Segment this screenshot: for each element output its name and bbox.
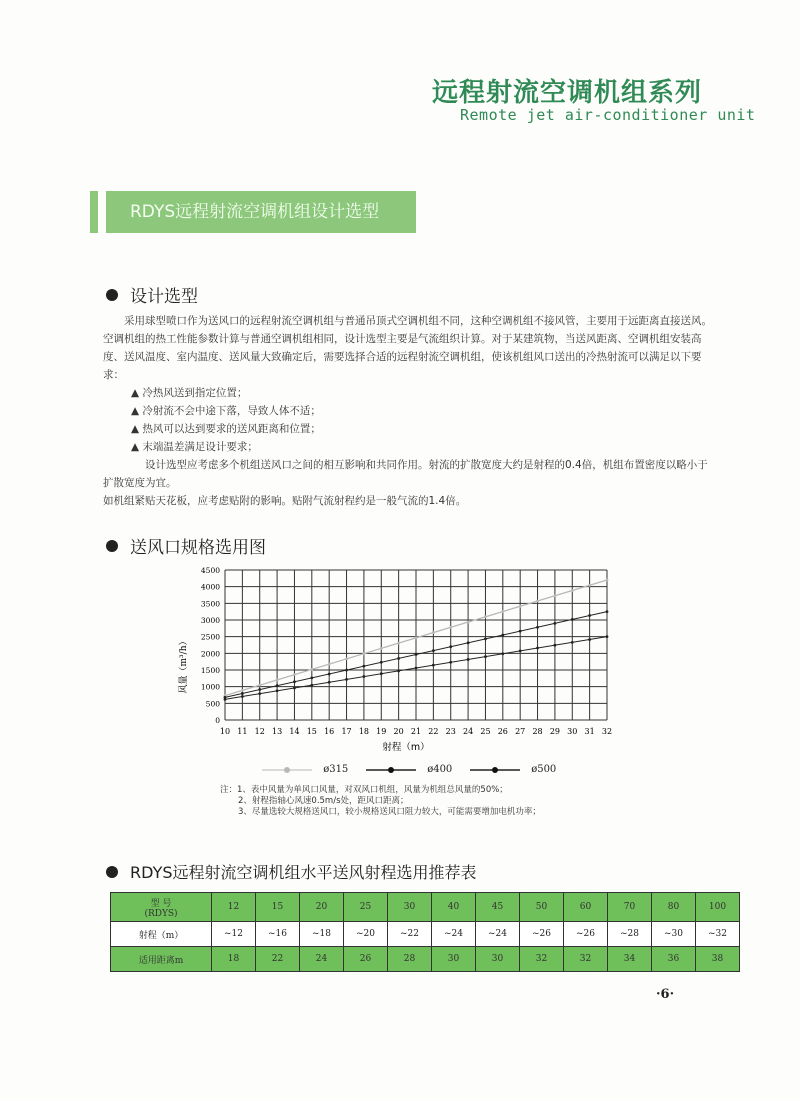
- data-point: [241, 692, 244, 695]
- data-point: [449, 661, 452, 664]
- x-tick-label: 20: [393, 727, 404, 736]
- heading-text: RDYS远程射流空调机组水平送风射程选用推荐表: [130, 863, 477, 882]
- table-cell: ~26: [520, 922, 564, 947]
- data-point: [345, 657, 348, 660]
- data-point: [380, 661, 383, 664]
- data-point: [293, 673, 296, 676]
- table-cell: 24: [300, 947, 344, 972]
- data-point: [415, 667, 418, 670]
- data-point: [397, 642, 400, 645]
- data-point: [536, 647, 539, 650]
- table-cell: 25: [344, 893, 388, 922]
- table-cell: 80: [652, 893, 696, 922]
- layout-paragraph: 设计选型应考虑多个机组送风口之间的相互影响和共同作用。射流的扩散宽度大约是射程的0.4倍，机组布置密度以略小于扩散宽度为宜。: [103, 459, 708, 489]
- table-cell: 70: [608, 893, 652, 922]
- table-cell: ~28: [608, 922, 652, 947]
- data-point: [415, 636, 418, 639]
- table-cell: ~18: [300, 922, 344, 947]
- table-cell: 22: [256, 947, 300, 972]
- section-heading-table: [106, 860, 477, 883]
- data-point: [432, 664, 435, 667]
- x-tick-label: 10: [219, 727, 231, 736]
- table-cell: 45: [476, 893, 520, 922]
- table-cell: 40: [432, 893, 476, 922]
- data-point: [467, 658, 470, 661]
- series-title: 远程射流空调机组系列: [432, 78, 703, 108]
- data-point: [519, 630, 522, 633]
- table-cell: 20: [300, 893, 344, 922]
- data-point: [310, 668, 313, 671]
- y-tick-label: 4000: [200, 582, 220, 592]
- data-point: [345, 669, 348, 672]
- x-tick-label: 26: [497, 727, 508, 736]
- data-point: [501, 634, 504, 637]
- x-tick-label: 18: [358, 727, 370, 736]
- x-tick-label: 21: [410, 727, 422, 736]
- data-point: [276, 689, 279, 692]
- table-cell: 28: [388, 947, 432, 972]
- data-point: [467, 641, 470, 644]
- table-cell: 15: [256, 893, 300, 922]
- data-point: [258, 692, 261, 695]
- x-tick-label: 30: [567, 727, 578, 736]
- x-tick-label: 28: [532, 727, 543, 736]
- table-cell: ~24: [476, 922, 520, 947]
- table-cell: 18: [212, 947, 256, 972]
- data-point: [258, 688, 261, 691]
- data-point: [397, 657, 400, 660]
- table-cell: ~30: [652, 922, 696, 947]
- note-item: 3、尽量选较大规格送风口，较小规格送风口阻力较大，可能需要增加电机功率；: [238, 807, 541, 817]
- y-tick-label: 500: [205, 699, 220, 709]
- data-point: [449, 645, 452, 648]
- data-point: [554, 622, 557, 625]
- data-point: [363, 675, 366, 678]
- legend-label: ø500: [531, 764, 557, 775]
- table-cell: 32: [564, 947, 608, 972]
- banner-accent: [90, 191, 98, 233]
- data-point: [519, 605, 522, 608]
- data-point: [606, 610, 609, 613]
- section-heading-chart: [106, 533, 266, 558]
- table-cell: 30: [388, 893, 432, 922]
- y-tick-label: 3500: [200, 599, 220, 609]
- x-tick-label: 17: [341, 727, 352, 736]
- row-label-distance: 适用距离m: [111, 947, 212, 972]
- table-cell: 32: [520, 947, 564, 972]
- data-point: [554, 644, 557, 647]
- page-number: ·6·: [656, 987, 675, 1002]
- data-point: [345, 678, 348, 681]
- table-cell: ~22: [388, 922, 432, 947]
- x-tick-label: 31: [584, 727, 595, 736]
- table-cell: 100: [696, 893, 740, 922]
- data-point: [536, 600, 539, 603]
- x-tick-label: 29: [549, 727, 561, 736]
- requirement-item: ▲ 冷热风送到指定位置；: [131, 387, 248, 399]
- data-point: [415, 653, 418, 656]
- x-tick-label: 15: [306, 727, 317, 736]
- data-point: [310, 684, 313, 687]
- x-tick-label: 11: [237, 727, 248, 736]
- legend-label: ø400: [427, 764, 453, 775]
- data-point: [241, 689, 244, 692]
- data-point: [432, 631, 435, 634]
- data-point: [501, 652, 504, 655]
- requirement-item: ▲ 冷射流不会中途下落，导致人体不适；: [131, 405, 321, 417]
- section-banner: RDYS远程射流空调机组设计选型: [106, 191, 416, 233]
- y-tick-label: 3000: [200, 616, 220, 625]
- table-cell: 30: [432, 947, 476, 972]
- x-tick-label: 25: [480, 727, 491, 736]
- y-tick-label: 1500: [200, 666, 220, 675]
- data-point: [328, 681, 331, 684]
- table-cell: ~12: [212, 922, 256, 947]
- x-tick-label: 13: [271, 727, 283, 736]
- data-point: [293, 687, 296, 690]
- intro-paragraph: 采用球型喷口作为送风口的远程射流空调机组与普通吊顶式空调机组不同，这种空调机组不接风管，主要用于远距离直接送风。空调机组的热工性能参数计算与普通空调机组相同，设计选型主要是气流组织计算。对于某建筑物，当送风距离、空调机组安装高度、送风温度、室内温度、送风量大致确定后，需要选择合适的远程射流空调机组，使该机组风口送出的冷热射流可以满足以下要求：: [103, 315, 712, 381]
- table-cell: ~26: [564, 922, 608, 947]
- x-tick-label: 32: [601, 727, 613, 736]
- table-row-range: [111, 922, 740, 947]
- table-cell: 60: [564, 893, 608, 922]
- data-point: [588, 638, 591, 641]
- data-point: [310, 676, 313, 679]
- table-cell: 38: [696, 947, 740, 972]
- x-tick-label: 14: [289, 727, 300, 736]
- heading-text: 送风口规格选用图: [130, 538, 266, 558]
- x-axis-ticks: [220, 727, 612, 736]
- row-label-range: 射程（m）: [111, 922, 212, 947]
- ceiling-paragraph: 如机组紧贴天花板，应考虑贴附的影响。贴附气流射程约是一般气流的1.4倍。: [103, 495, 467, 507]
- table-cell: ~20: [344, 922, 388, 947]
- table-cell: ~16: [256, 922, 300, 947]
- y-tick-label: 0: [215, 716, 220, 725]
- y-tick-label: 2500: [200, 632, 220, 642]
- requirement-item: ▲ 热风可以达到要求的送风距离和位置；: [131, 423, 321, 435]
- data-point: [554, 594, 557, 597]
- heading-text: 设计选型: [130, 287, 198, 307]
- data-point: [258, 684, 261, 687]
- data-point: [380, 672, 383, 675]
- section-heading-design: [106, 282, 198, 307]
- legend-item-500: [470, 764, 556, 775]
- data-point: [432, 649, 435, 652]
- table-cell: ~32: [696, 922, 740, 947]
- data-point: [606, 579, 609, 582]
- row-label-model: 型 号 (RDYS): [111, 893, 212, 922]
- requirement-item: ▲ 末端温差满足设计要求；: [131, 441, 258, 453]
- series-subtitle: Remote jet air-conditioner unit: [460, 106, 756, 124]
- note-item: 2、射程指轴心风速0.5m/s处，距风口距离；: [238, 796, 409, 806]
- data-point: [293, 680, 296, 683]
- data-point: [241, 695, 244, 698]
- chart-notes: [220, 785, 541, 818]
- data-point: [571, 618, 574, 621]
- data-point: [380, 647, 383, 650]
- data-point: [397, 669, 400, 672]
- x-tick-label: 24: [462, 727, 474, 736]
- data-point: [484, 638, 487, 641]
- chart-grid: [225, 570, 607, 720]
- x-tick-label: 12: [254, 727, 265, 736]
- data-point: [484, 655, 487, 658]
- data-point: [606, 635, 609, 638]
- x-axis-label: 射程（m）: [382, 742, 430, 753]
- bullet-dot-icon: [106, 866, 118, 878]
- data-point: [519, 650, 522, 653]
- table-cell: 26: [344, 947, 388, 972]
- note-item: 注：1、表中风量为单风口风量，对双风口机组，风量为机组总风量的50%；: [220, 785, 508, 795]
- data-point: [363, 665, 366, 668]
- bullet-dot-icon: [106, 289, 118, 301]
- design-text: [103, 312, 717, 510]
- data-point: [224, 698, 227, 701]
- table-row-model: [111, 893, 740, 922]
- selection-chart: [170, 560, 620, 760]
- table-cell: 34: [608, 947, 652, 972]
- table-cell: 30: [476, 947, 520, 972]
- data-point: [467, 621, 470, 624]
- y-axis-label: 风量（m³/h）: [179, 636, 189, 694]
- data-point: [536, 626, 539, 629]
- range-table: [110, 892, 740, 972]
- table-cell: 12: [212, 893, 256, 922]
- data-point: [328, 673, 331, 676]
- table-row-distance: [111, 947, 740, 972]
- data-point: [571, 641, 574, 644]
- data-point: [449, 626, 452, 629]
- data-point: [588, 614, 591, 617]
- table-cell: 50: [520, 893, 564, 922]
- legend-item-400: [366, 764, 452, 775]
- legend-label: ø315: [323, 764, 349, 775]
- y-axis-ticks: [201, 566, 220, 725]
- x-tick-label: 27: [515, 727, 526, 736]
- data-point: [588, 584, 591, 587]
- data-point: [276, 678, 279, 681]
- data-point: [484, 615, 487, 618]
- table-cell: ~24: [432, 922, 476, 947]
- x-tick-label: 16: [324, 727, 335, 736]
- table-cell: 36: [652, 947, 696, 972]
- bullet-dot-icon: [106, 540, 118, 552]
- data-point: [501, 610, 504, 613]
- x-tick-label: 19: [376, 727, 387, 736]
- data-point: [328, 663, 331, 666]
- data-point: [276, 684, 279, 687]
- data-point: [363, 652, 366, 655]
- x-tick-label: 23: [445, 727, 456, 736]
- data-point: [571, 589, 574, 592]
- y-tick-label: 1000: [200, 682, 220, 692]
- y-tick-label: 4500: [200, 566, 220, 575]
- legend-item-315: [262, 764, 348, 775]
- x-tick-label: 22: [428, 727, 439, 736]
- y-tick-label: 2000: [200, 649, 220, 659]
